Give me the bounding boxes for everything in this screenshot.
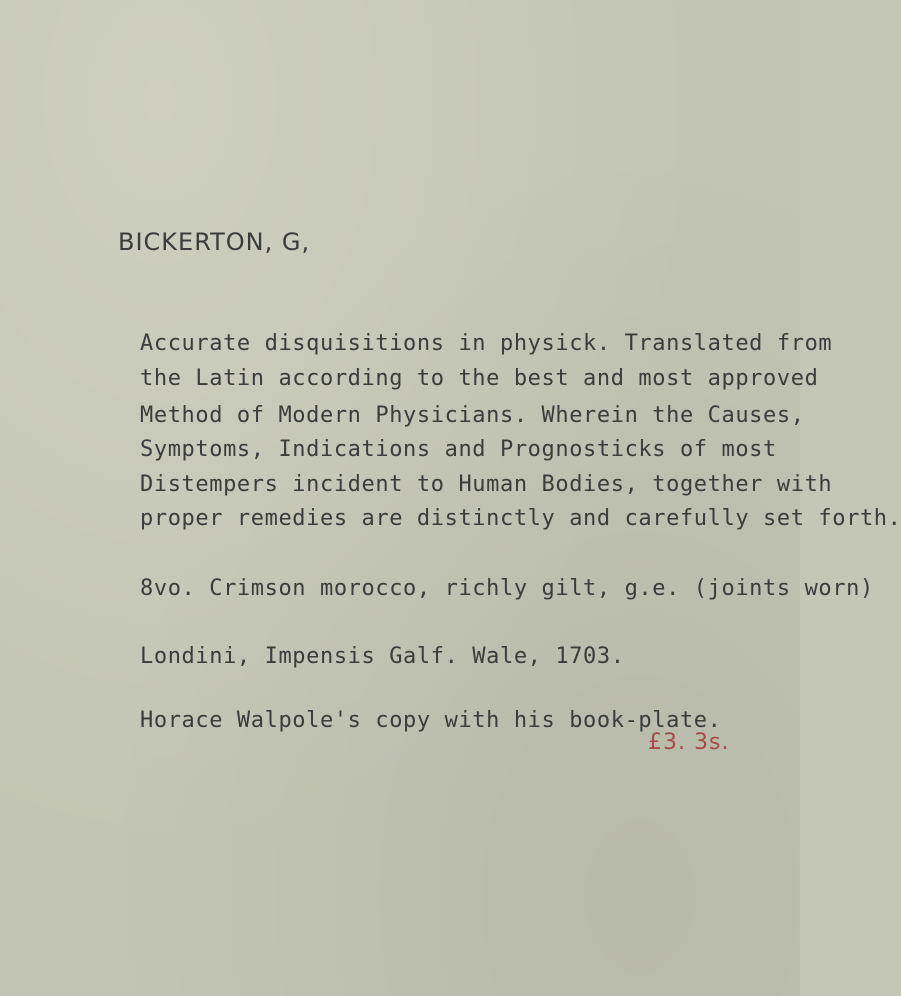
- binding-line: 8vo. Crimson morocco, richly gilt, g.e. (joints worn): [140, 576, 874, 601]
- description-line-2: the Latin according to the best and most approved: [140, 366, 819, 391]
- show-through-text-1: [104, 188, 120, 218]
- description-line-6: proper remedies are distinctly and carefully set forth.: [140, 506, 901, 531]
- provenance-line: Horace Walpole's copy with his book-plate.: [140, 708, 722, 733]
- description-line-4: Symptoms, Indications and Prognosticks of most: [140, 437, 777, 462]
- imprint-line: Londini, Impensis Galf. Wale, 1703.: [140, 644, 625, 669]
- author-heading: BICKERTON, G,: [118, 228, 311, 256]
- price-label: £3. 3s.: [648, 730, 730, 755]
- description-line-3: Method of Modern Physicians. Wherein the Causes,: [140, 403, 805, 428]
- description-line-5: Distempers incident to Human Bodies, together with: [140, 472, 833, 497]
- description-line-1: Accurate disquisitions in physick. Translated from: [140, 331, 833, 356]
